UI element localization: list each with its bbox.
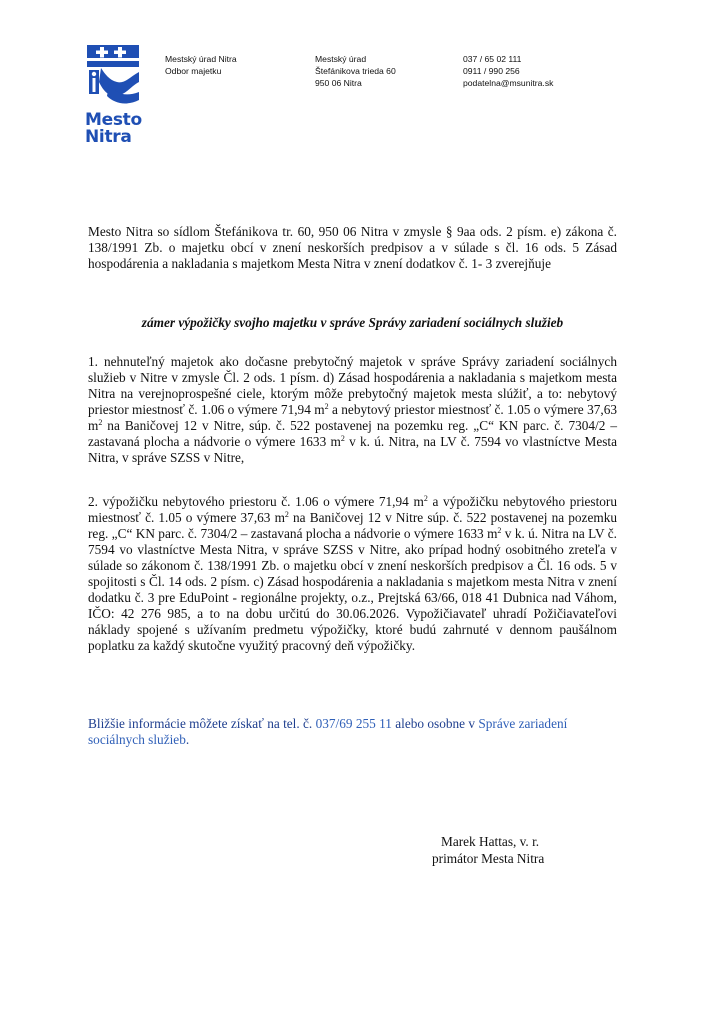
point-1-paragraph: 1. nehnuteľný majetok ako dočasne prebytočný majetok v správe Správy zariadení sociálnych služieb v Nitre v zmysle Čl. 2 ods. 1 písm. d) Zásad hospodárenia a nakladania s majetkom mesta Nitra na verejnoprospešné ciele, ktorým môže prebytočný majetok mesta slúžiť, a to: nebytový priestor miestnosť č. 1.06 o výmere 71,94 $m^2$ a nebytový priestor miestnosť č. 1.05 o výmere 37,63 $m^2$ na Baničovej 12 v Nitre, súp. č. 522 postavenej na pozemku reg. „C“ KN parc. č. 7304/2 – zastavaná plocha a nádvorie o výmere 1633 $m^2$ v k. ú. Nitra, na LV č. 7594 vo vlastníctve Mesta Nitra, v správe SZSS v Nitre, [88,354,618,465]
info-phone: 037/69 255 11 [315,716,392,731]
header-line: Odbor majetku [165,66,222,76]
header-line: Mestský úrad Nitra [165,54,237,64]
intro-paragraph: Mesto Nitra so sídlom Štefánikova tr. 60, 950 06 Nitra v zmysle § 9aa ods. 2 písm. e) zákona č. 138/1991 Zb. o majetku obcí v znení neskorších predpisov a v súlade s čl. 16 ods. 5 Zásad hospodárenia a nakladania s majetkom Mesta Nitra v znení dodatkov č. 1- 3 zverejňuje [88,224,617,271]
header-phone: 037 / 65 02 111 [463,54,522,64]
header-line: Štefánikova trieda 60 [315,66,396,76]
document-title: zámer výpožičky svojho majetku v správe Správy zariadení sociálnych služieb [141,315,564,330]
mesto-nitra-logo [85,44,147,146]
info-place: Správe zariadení sociálnych služieb [88,716,568,747]
signatory-role: primátor Mesta Nitra [432,851,545,866]
header-contact-column [463,53,553,89]
coat-of-arms-icon [85,44,143,106]
point-2-paragraph: 2. výpožičku nebytového priestoru č. 1.06 o výmere 71,94 $m^2$ a výpožičku nebytového priestoru miestnosť č. 1.05 o výmere 37,63 $m^2$ na Baničovej 12 v Nitre súp. č. 522 postavenej na pozemku reg. „C“ KN parc. č. 7304/2 – zastavaná plocha a nádvorie o výmere 1633 $m^2$ v k. ú. Nitra na LV č. 7594 vo vlastníctve Mesta Nitra, v správe SZSS v Nitre, ako prípad hodný osobitného zreteľa v súlade so zákonom č. 138/1991 Zb. o majetku obcí v znení neskorších predpisov a Čl. 16 ods. 5 v spojitosti s Čl. 14 ods. 2 písm. c) Zásad hospodárenia a nakladania s majetkom mesta Nitra v znení dodatku č. 3 pre EduPoint - regionálne projekty, o.z., Prejtská 63/66, 018 41 Dubnica nad Váhom, IČO: 42 276 985, a to na dobu určitú do 30.06.2026. Vypožičiavateľ uhradí Požičiavateľovi náklady spojené s užívaním predmetu výpožičky, ktoré budú zahrnuté v dennom paušálnom poplatku za každý skutočne využitý pracovný deň výpožičky. [88,494,618,653]
info-paragraph: Bližšie informácie môžete získať na tel. č. 037/69 255 11 alebo osobne v Správe zariadení sociálnych služieb. [88,716,568,747]
header-mobile: 0911 / 990 256 [463,66,520,76]
logo-text-mesto: Mesto [85,110,142,130]
header-email: podatelna@msunitra.sk [463,78,554,88]
header-address-column [315,53,396,89]
header-line: 950 06 Nitra [315,78,362,88]
signatory-name: Marek Hattas, v. r. [441,834,540,849]
header-line: Mestský úrad [315,54,367,64]
signature-block [432,833,544,867]
logo-text-nitra: Nitra [85,127,132,147]
header-office-column [165,53,237,77]
